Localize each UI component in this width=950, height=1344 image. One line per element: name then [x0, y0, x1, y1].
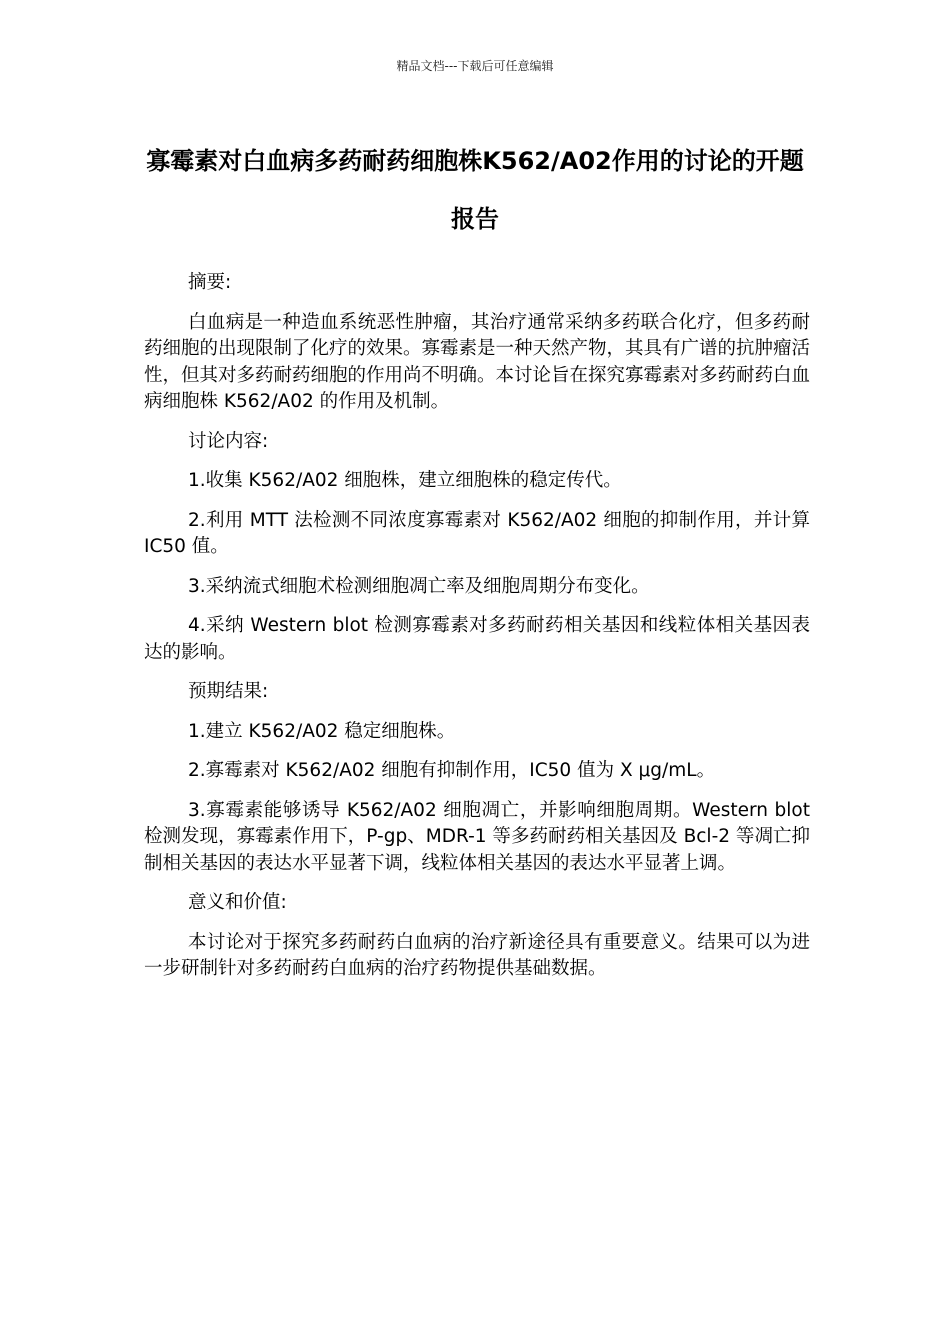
significance-paragraph: 本讨论对于探究多药耐药白血病的治疗新途径具有重要意义。结果可以为进一步研制针对多药耐药白血病的治疗药物提供基础数据。: [144, 931, 810, 979]
research-item-3: 3.采纳流式细胞术检测细胞凋亡率及细胞周期分布变化。: [188, 575, 650, 597]
significance-heading: 意义和价值:: [188, 892, 287, 913]
document-title: 寡霉素对白血病多药耐药细胞株K562/A02作用的讨论的开题报告: [146, 147, 804, 233]
research-item-1: 1.收集 K562/A02 细胞株，建立细胞株的稳定传代。: [188, 470, 622, 491]
expected-result-2: 2.寡霉素对 K562/A02 细胞有抑制作用，IC50 值为 X μg/mL。: [188, 760, 716, 781]
expected-result-3: 3.寡霉素能够诱导 K562/A02 细胞凋亡，并影响细胞周期。Western blot 检测发现，寡霉素作用下，P-gp、MDR-1 等多药耐药相关基因及 Bcl-2 等凋亡抑制相关基因的表达水平显著下调，线粒体相关基因的表达水平显著上调。: [144, 799, 810, 874]
abstract-paragraph: 白血病是一种造血系统恶性肿瘤，其治疗通常采纳多药联合化疗，但多药耐药细胞的出现限制了化疗的效果。寡霉素是一种天然产物，其具有广谱的抗肿瘤活性，但其对多药耐药细胞的作用尚不明确。本讨论旨在探究寡霉素对多药耐药白血病细胞株 K562/A02 的作用及机制。: [144, 311, 811, 412]
research-content-heading: 讨论内容:: [188, 430, 269, 452]
abstract-heading: 摘要:: [188, 272, 232, 293]
expected-results-heading: 预期结果:: [188, 681, 269, 702]
document-body: [144, 270, 810, 996]
expected-result-1: 1.建立 K562/A02 稳定细胞株。: [188, 720, 456, 742]
header-note: 精品文档---下载后可任意编辑: [396, 59, 554, 73]
research-item-4: 4.采纳 Western blot 检测寡霉素对多药耐药相关基因和线粒体相关基因表达的影响。: [144, 615, 810, 663]
research-item-2: 2.利用 MTT 法检测不同浓度寡霉素对 K562/A02 细胞的抑制作用，并计算 IC50 值。: [144, 509, 810, 557]
